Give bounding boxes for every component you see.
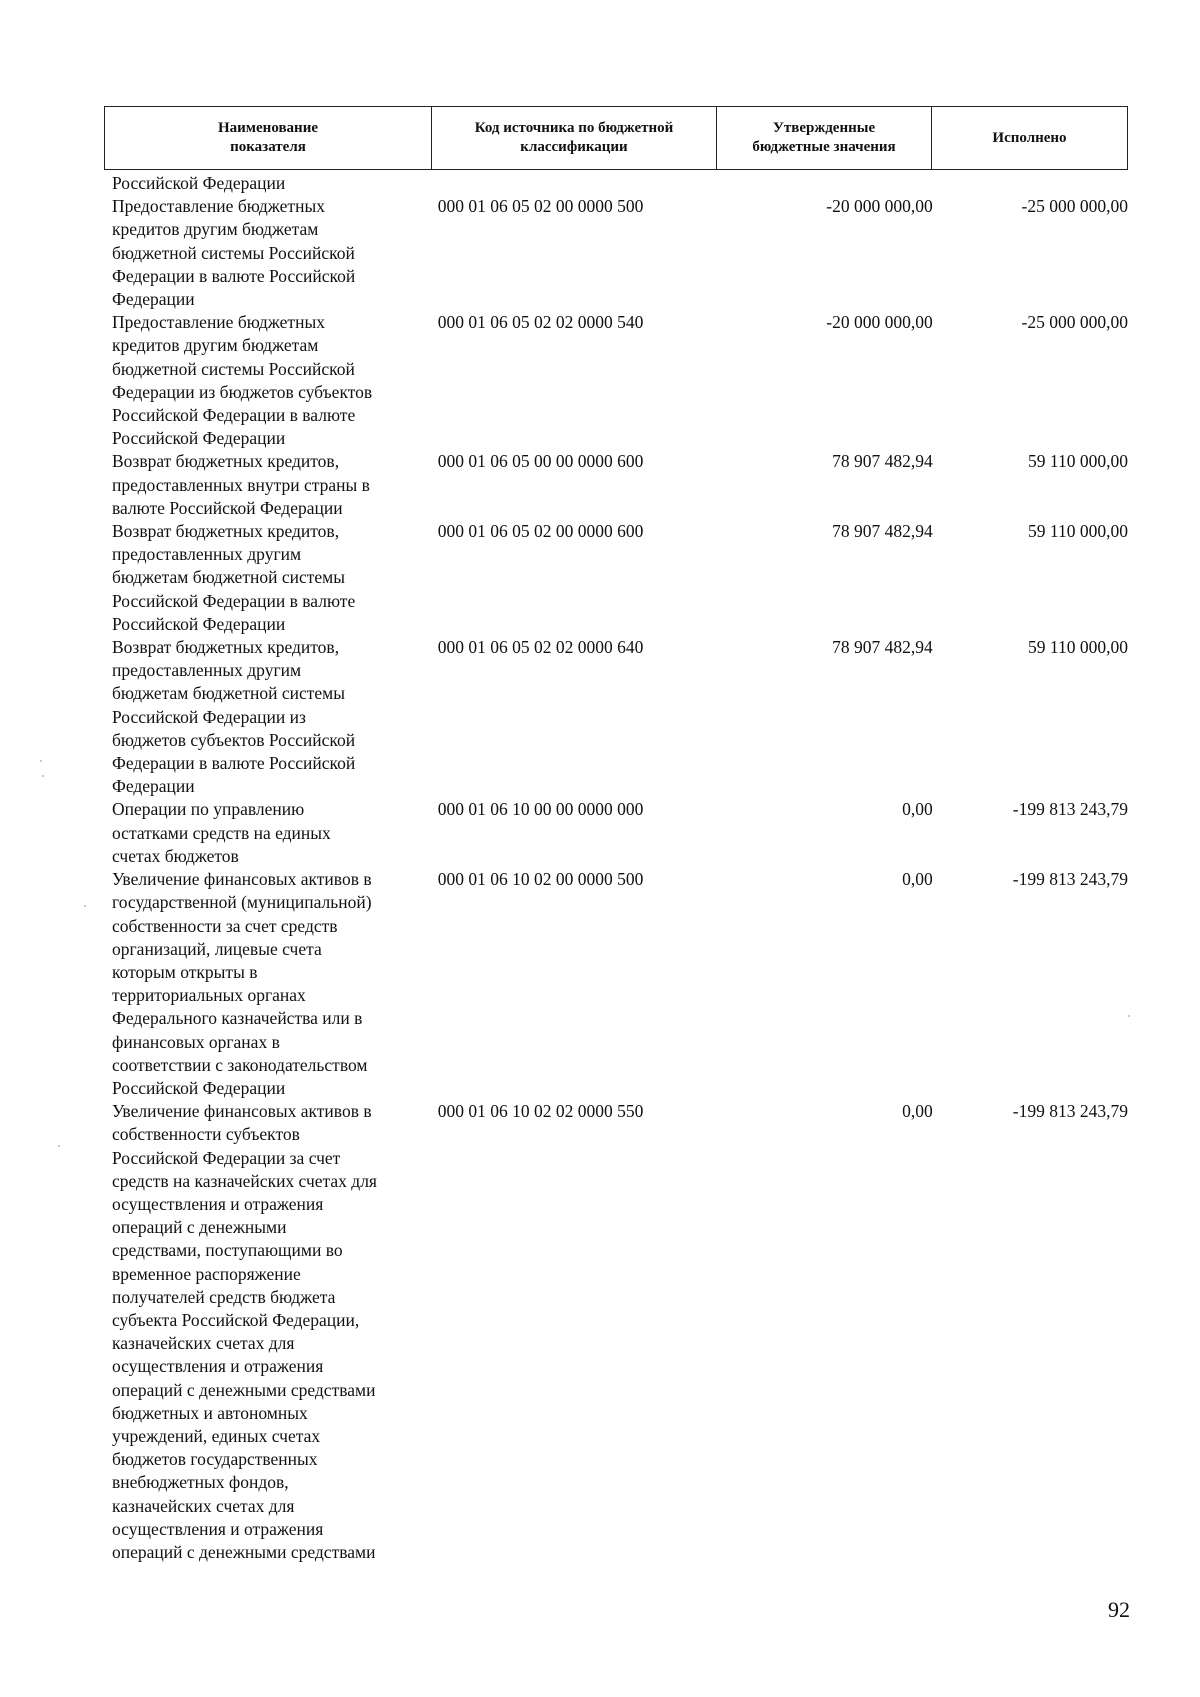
scan-speck [58,1145,60,1147]
source-code-cell: 000 01 06 05 02 02 0000 640 [437,637,644,658]
approved-value-cell: 0,00 [902,869,933,890]
indicator-name-cell: Российской Федерации [112,173,286,193]
approved-value-cell: 0,00 [902,799,933,820]
indicator-name-cell: Возврат бюджетных кредитов, предоставленных другим бюджетам бюджетной системы Российской Федерации в валюте Российской Федерации [112,521,356,634]
header-label: Утвержденные бюджетные значения [752,120,896,155]
executed-value-cell: -199 813 243,79 [1012,1101,1128,1122]
executed-value-cell: -199 813 243,79 [1012,869,1128,890]
source-code-cell: 000 01 06 10 00 00 0000 000 [437,799,644,820]
header-label: Наименование показателя [218,120,318,155]
executed-value-cell: 59 110 000,00 [1028,451,1128,472]
executed-value-cell: 59 110 000,00 [1028,637,1128,658]
approved-value-cell: 78 907 482,94 [832,637,933,658]
scan-speck [40,760,42,762]
indicator-name-cell: Возврат бюджетных кредитов, предоставленных внутри страны в валюте Российской Федерации [112,451,370,518]
executed-value-cell: -199 813 243,79 [1012,799,1128,820]
approved-value-cell: 78 907 482,94 [832,451,933,472]
header-label: Исполнено [992,129,1067,146]
source-code-cell [416,172,671,195]
approved-value-cell: 0,00 [902,1101,933,1122]
header-source-code [432,107,717,169]
scan-speck [1128,1015,1130,1017]
source-code-cell: 000 01 06 05 02 00 0000 500 [437,196,644,217]
source-code-cell: 000 01 06 05 00 00 0000 600 [437,451,644,472]
source-code-cell: 000 01 06 10 02 02 0000 550 [437,1101,644,1122]
indicator-name-cell: Предоставление бюджетных кредитов другим бюджетам бюджетной системы Российской Федерации из бюджетов субъектов Российской Федерации в валюте Российской Федерации [112,312,373,449]
table-body [104,172,1128,1564]
table-row [104,520,1128,636]
header-indicator-name [105,107,432,169]
approved-value-cell [670,172,932,195]
executed-value-cell: -25 000 000,00 [1021,312,1128,333]
indicator-name-cell: Предоставление бюджетных кредитов другим бюджетам бюджетной системы Российской Федерации в валюте Российской Федерации [112,196,356,310]
table-row [104,798,1128,868]
approved-value-cell: -20 000 000,00 [826,312,933,333]
source-code-cell: 000 01 06 10 02 00 0000 500 [437,869,644,890]
executed-value-cell: -25 000 000,00 [1021,196,1128,217]
executed-value-cell [933,172,1128,195]
table-header [104,106,1128,170]
table-row [104,450,1128,520]
table-row [104,868,1128,1100]
executed-value-cell: 59 110 000,00 [1028,521,1128,542]
table-row [104,195,1128,311]
approved-value-cell: 78 907 482,94 [832,521,933,542]
scan-speck [84,905,86,907]
source-code-cell: 000 01 06 05 02 02 0000 540 [437,312,644,333]
table-row [104,172,1128,195]
page-number: 92 [1108,1597,1130,1622]
indicator-name-cell: Увеличение финансовых активов в государственной (муниципальной) собственности за счет средств организаций, лицевые счета которым открыты в территориальных органах Федерального казначейства или в финансовых органах в соответствии с законодательством Российской Федерации [112,869,372,1098]
indicator-name-cell: Операции по управлению остатками средств на единых счетах бюджетов [112,799,331,866]
table-row [104,636,1128,798]
table-row [104,1100,1128,1564]
header-approved-values [717,107,932,169]
table-row [104,311,1128,450]
source-code-cell: 000 01 06 05 02 00 0000 600 [437,521,644,542]
approved-value-cell: -20 000 000,00 [826,196,933,217]
indicator-name-cell: Увеличение финансовых активов в собственности субъектов Российской Федерации за счет средств на казначейских счетах для осуществления и отражения операций с денежными средствами, поступающими во временное распоряжение получателей средств бюджета субъекта Российской Федерации, казначейских счетах для осуществления и отражения операций с денежными средствами бюджетных и автономных учреждений, единых счетах бюджетов государственных внебюджетных фондов, казначейских счетах для осуществления и отражения операций с денежными средствами [112,1101,377,1562]
indicator-name-cell: Возврат бюджетных кредитов, предоставленных другим бюджетам бюджетной системы Российской Федерации из бюджетов субъектов Российской Федерации в валюте Российской Федерации [112,637,356,797]
header-label: Код источника по бюджетной классификации [474,120,674,155]
header-executed [932,107,1127,169]
scan-speck [42,775,44,777]
